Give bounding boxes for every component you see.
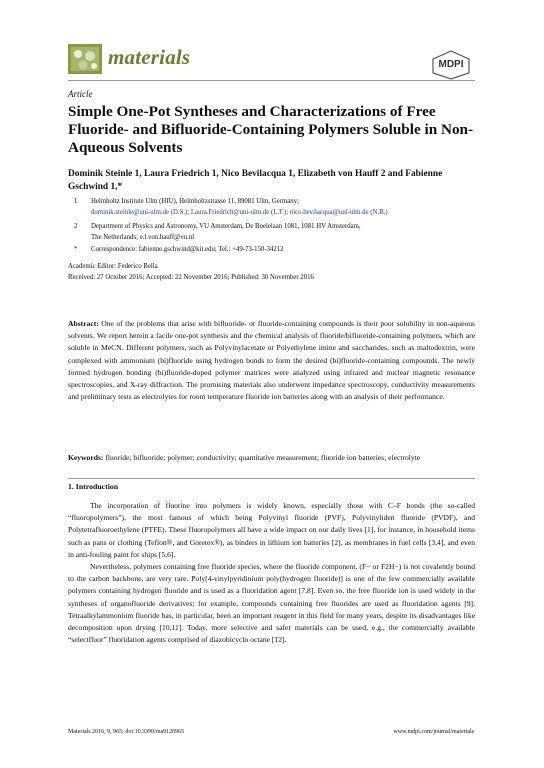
- publisher-logo: [429, 50, 473, 80]
- affiliation-line: The Netherlands; e.l.von.hauff@vu.nl: [91, 233, 195, 241]
- keywords: [68, 452, 475, 464]
- article-title: Simple One-Pot Syntheses and Characterizations of Free Fluoride- and Bifluoride-Containing Polymers Soluble in Non-Aqueous Solvents: [68, 103, 474, 156]
- affiliation-mark: *: [74, 246, 78, 253]
- journal-logo-icon: [68, 44, 102, 74]
- affiliation-line: Helmholtz Institute Ulm (HIU), Helmholtzstrasse 11, 89081 Ulm, Germany;: [91, 198, 299, 205]
- abstract-label: Abstract:: [68, 319, 99, 328]
- section-divider: [68, 478, 475, 479]
- affiliation-emails[interactable]: dominik.steinle@uni-ulm.de (D.S.); Laura.Friedrich@uni-ulm.de (L.F.); nico.bevilacqua@uni-ulm.de (N.B.): [91, 208, 388, 216]
- affiliation-mark: 1: [74, 198, 78, 205]
- abstract-text: One of the problems that arise with bifluoride- or fluoride-containing compounds is their poor solubility in non-aqueous solvents. We report herein a facile one-pot synthesis and the chemical analysis of fluoride/bifluoride-containing polymers, which are soluble in MeCN. Different polymers, such as Polyvinylacetate or Polyethylene imine and saccharides, such as maltodextrin, were complexed with ammonium (bi)fluoride using hydrogen bonds to form the desired (bi)fluoride-containing compounds. The newly formed hydrogen bonding (bi)fluoride-doped polymer matrices were analyzed using infrared and nuclear magnetic resonance spectroscopies, and X-ray diffraction. The promising materials also underwent impedance spectroscopy, conductivity measurements and preliminary tests as electrolytes for room temperature fluoride ion batteries along with an analysis of their performance.: [68, 319, 475, 402]
- correspondence-line[interactable]: Correspondence: fabienne.gschwind@kit.edu; Tel.: +49-73-150-34212: [91, 246, 284, 253]
- affiliation-mark: 2: [74, 223, 78, 230]
- journal-name: materials: [108, 45, 191, 69]
- correspondence: [68, 245, 478, 256]
- affiliation-2: [68, 222, 478, 243]
- paragraph: The incorporation of fluorine into polymers is widely known, especially those with C–F bonds (the so-called “fluoropolymers”), the most famous of which being Polyvinyl fluoride (PVF), Polyvinyliden fluoride (PVDF), and Polytetrafluoroethylene (PTFE). These fluoropolymers all have a wide impact on our daily lives [1], for instance, in household items such as pans or clothing (Teflon®, and Goretex®), as binders in lithium ion batteries [2], as membranes in fuel cells [3,4], and even in anti-fouling paint for ships [5,6].: [68, 501, 475, 559]
- publication-dates: Received: 27 October 2016; Accepted: 22 November 2016; Published: 30 November 2016: [68, 274, 314, 281]
- author-list: Dominik Steinle 1, Laura Friedrich 1, Nico Bevilacqua 1, Elizabeth von Hauff 2 and Fabienne Gschwind 1,*: [68, 169, 443, 192]
- footer-url[interactable]: www.mdpi.com/journal/materials: [393, 729, 474, 735]
- footer-citation: Materials 2016, 9, 965; doi:10.3390/ma9120965: [68, 729, 185, 735]
- keywords-label: Keywords:: [68, 453, 104, 462]
- academic-editor: Academic Editor: Federico Bella: [68, 263, 158, 270]
- abstract: [68, 318, 475, 403]
- paragraph: Nevertheless, polymers containing free fluoride species, where the fluoride component, (F− or F2H−) is not covalently bound to the carbon backbone, are very rare. Poly[4-vinylpyridinium poly(hydrogen fluoride)] is one of the few commercially available polymers containing hydrogen fluoride and is used as a fluoridation agent [7,8]. Even so, the free fluoride ion is used widely in the syntheses of organofluoride derivatives; for example, compounds containing free fluorides are used as fluoridation agents [9]. Tetraalkylammonium fluoride has, in particular, been an important reagent in this field for many years, despite its disadvantages like decomposition upon drying [10,11]. Today, more selective and safer materials can be used, e.g., the commercially available “selectfluor” fluoridation agents comprised of diazobicyclo octane [12].: [68, 562, 475, 645]
- header-divider: [68, 80, 475, 81]
- article-type: Article: [68, 89, 93, 99]
- section-heading: 1. Introduction: [68, 482, 119, 491]
- body-text: [68, 500, 475, 646]
- affiliation-1: [68, 197, 478, 218]
- affiliation-line: Department of Physics and Astronomy, VU Amsterdam, De Boelelaan 1081, 1081 HV Amsterdam,: [91, 223, 361, 230]
- keywords-text: fluoride; bifluoride; polymer; conductivity; quantitative measurement; fluoride ion batteries; electrolyte: [105, 453, 421, 462]
- publisher-name: MDPI: [438, 59, 464, 70]
